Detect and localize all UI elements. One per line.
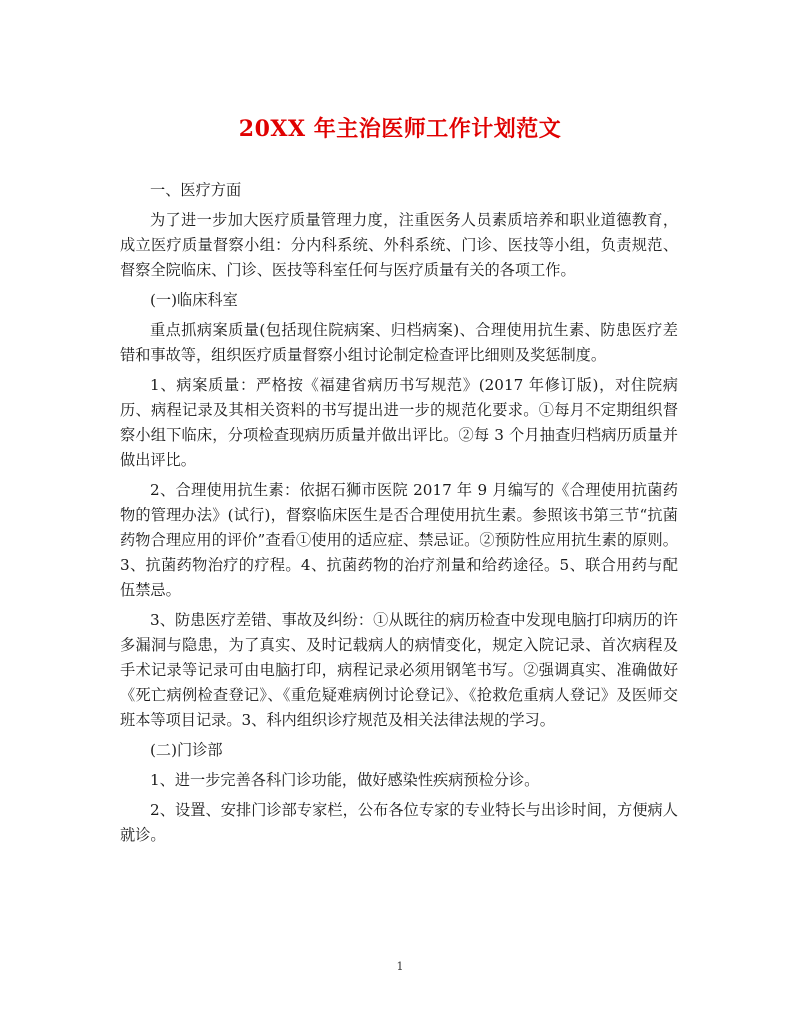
section-heading-medical: 一、医疗方面 xyxy=(150,181,242,199)
document-title: 20XX 年主治医师工作计划范文 xyxy=(238,116,562,142)
subsection-heading-clinical: (一)临床科室 xyxy=(150,291,238,309)
document-body xyxy=(120,178,678,853)
paragraph-error-prevention: 3、防患医疗差错、事故及纠纷：①从既往的病历检查中发现电脑打印病历的许多漏洞与隐患，为了真实、及时记载病人的病情变化，规定入院记录、首次病程及手术记录等记录可由电脑打印，病程记录必须用钢笔书写。②强调真实、准确做好《死亡病例检查登记》、《重危疑难病例讨论登记》、《抢救危重病人登记》及医师交班本等项目记录。3、科内组织诊疗规范及相关法律法规的学习。 xyxy=(120,611,678,729)
paragraph-quality-control-group: 为了进一步加大医疗质量管理力度，注重医务人员素质培养和职业道德教育，成立医疗质量督察小组：分内科系统、外科系统、门诊、医技等小组，负责规范、督察全院临床、门诊、医技等科室任何与医疗质量有关的各项工作。 xyxy=(120,211,678,279)
subsection-heading-outpatient: (二)门诊部 xyxy=(150,741,223,759)
paragraph-antibiotics: 2、合理使用抗生素：依据石狮市医院 2017 年 9 月编写的《合理使用抗菌药物的管理办法》(试行)，督察临床医生是否合理使用抗生素。参照该书第三节“抗菌药物合理应用的评价”查看①使用的适应症、禁忌证。②预防性应用抗生素的原则。3、抗菌药物治疗的疗程。4、抗菌药物的治疗剂量和给药途径。5、联合用药与配伍禁忌。 xyxy=(120,481,678,599)
paragraph-expert-column: 2、设置、安排门诊部专家栏，公布各位专家的专业特长与出诊时间，方便病人就诊。 xyxy=(120,801,678,844)
page-number: 1 xyxy=(396,960,404,973)
paragraph-clinical-focus: 重点抓病案质量(包括现住院病案、归档病案)、合理使用抗生素、防患医疗差错和事故等，组织医疗质量督察小组讨论制定检查评比细则及奖惩制度。 xyxy=(120,321,678,364)
paragraph-medical-records: 1、病案质量：严格按《福建省病历书写规范》(2017 年修订版)，对住院病历、病程记录及其相关资料的书写提出进一步的规范化要求。①每月不定期组织督察小组下临床，分项检查现病历质量并做出评比。②每 3 个月抽查归档病历质量并做出评比。 xyxy=(120,376,678,469)
paragraph-outpatient-functions: 1、进一步完善各科门诊功能，做好感染性疾病预检分诊。 xyxy=(150,771,540,789)
